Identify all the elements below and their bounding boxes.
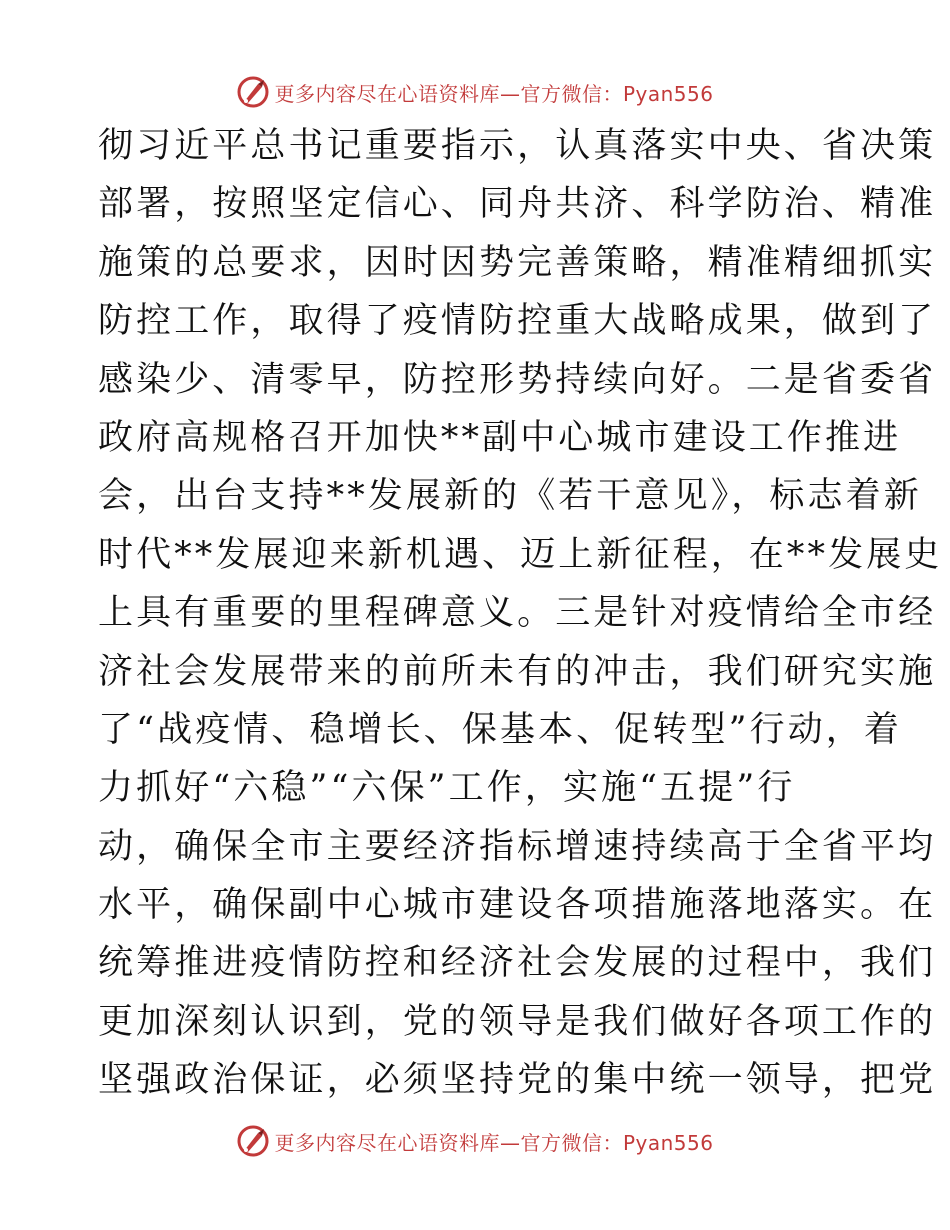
text-line: 动，确保全市主要经济指标增速持续高于全省平均 [98,826,937,867]
text-line: 水平，确保副中心城市建设各项措施落地落实。在 [98,885,937,926]
text-line: 了“战疫情、稳增长、保基本、促转型”行动，着 [98,709,902,750]
text-line: 统筹推进疫情防控和经济社会发展的过程中，我们 [98,943,937,984]
header-watermark [0,72,950,112]
text-line: 更加深刻认识到，党的领导是我们做好各项工作的 [98,1001,937,1042]
text-line: 政府高规格召开加快**副中心城市建设工作推进 [98,417,902,458]
text-line: 彻习近平总书记重要指示，认真落实中央、省决策 [98,126,937,166]
text-line: 感染少、清零早，防控形势持续向好。二是省委省 [98,359,937,400]
text-line: 时代**发展迎来新机遇、迈上新征程，在**发展史 [98,534,943,575]
watermark-text: 更多内容尽在心语资料库—官方微信：Pyan556 [274,81,714,106]
text-line: 济社会发展带来的前所未有的冲击，我们研究实施 [98,651,937,692]
quill-pen-circle-icon [236,1124,270,1158]
text-line: 部署，按照坚定信心、同舟共济、科学防治、精准 [98,184,937,225]
text-line: 力抓好“六稳”“六保”工作，实施“五提”行 [98,768,796,809]
text-line: 坚强政治保证，必须坚持党的集中统一领导，把党 [98,1060,937,1101]
quill-pen-circle-icon [236,75,270,109]
document-body [98,117,943,1110]
text-line: 施策的总要求，因时因势完善策略，精准精细抓实 [98,242,937,283]
watermark-text: 更多内容尽在心语资料库—官方微信：Pyan556 [274,1130,714,1155]
text-line: 防控工作，取得了疫情防控重大战略成果，做到了 [98,301,937,342]
text-line: 会，出台支持**发展新的《若干意见》，标志着新 [98,476,922,517]
footer-watermark [0,1121,950,1161]
text-line: 上具有重要的里程碑意义。三是针对疫情给全市经 [98,593,937,634]
